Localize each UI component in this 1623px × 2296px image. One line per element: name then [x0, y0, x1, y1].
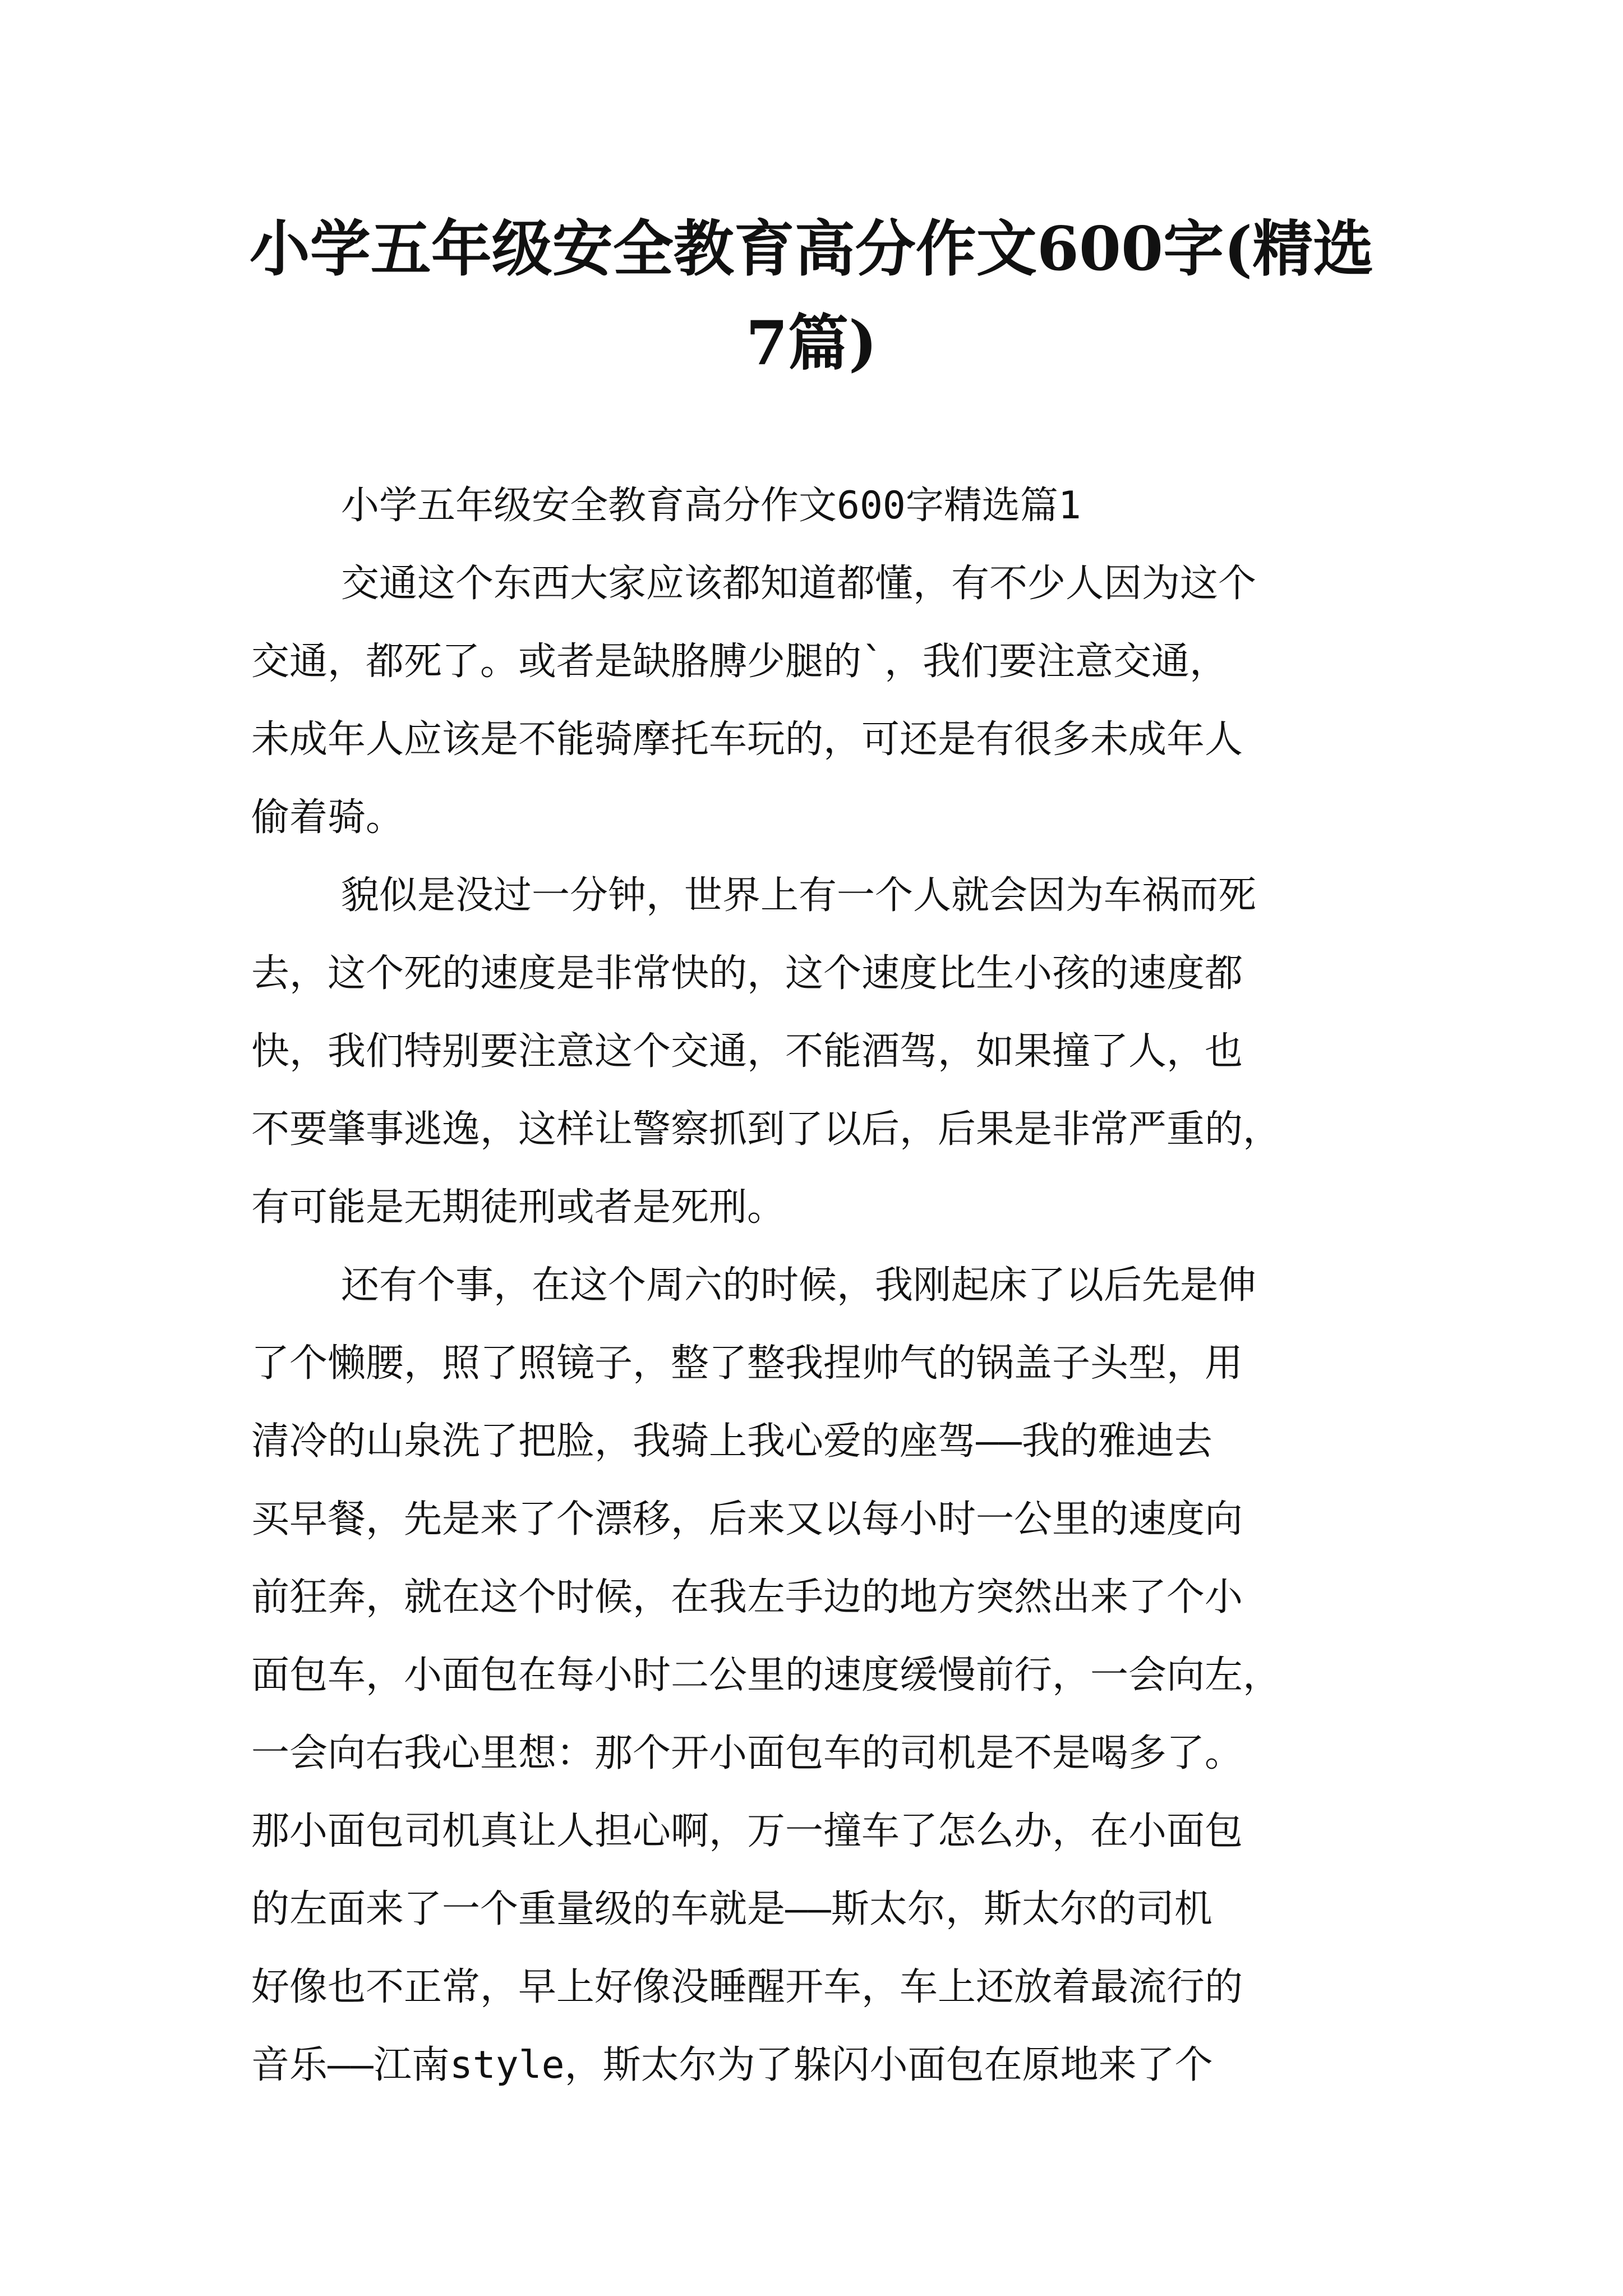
text-line: 了个懒腰，照了照镜子，整了整我捏帅气的锅盖子头型，用	[251, 1341, 1243, 1386]
document-body	[251, 467, 1435, 2104]
text-line: 一会向右我心里想：那个开小面包车的司机是不是喝多了。	[251, 1731, 1243, 1775]
text-line: 前狂奔，就在这个时候，在我左手边的地方突然出来了个小	[251, 1575, 1243, 1619]
text-line: 快，我们特别要注意这个交通，不能酒驾，如果撞了人，也	[251, 1029, 1243, 1074]
text-line: 清冷的山泉洗了把脸，我骑上我心爱的座驾——我的雅迪去	[251, 1419, 1212, 1464]
text-line: 去，这个死的速度是非常快的，这个速度比生小孩的速度都	[251, 951, 1243, 996]
text-line: 的左面来了一个重量级的车就是——斯太尔，斯太尔的司机	[251, 1887, 1212, 1931]
title-line-1: 小学五年级安全教育高分作文600字(精选	[249, 214, 1374, 284]
paragraph-2	[251, 857, 1435, 1246]
text-line: 好像也不正常，早上好像没睡醒开车，车上还放着最流行的	[251, 1965, 1243, 2009]
paragraph-1	[251, 545, 1435, 857]
text-line: 面包车，小面包在每小时二公里的速度缓慢前行，一会向左，	[251, 1653, 1281, 1697]
text-line: 那小面包司机真让人担心啊，万一撞车了怎么办，在小面包	[251, 1809, 1243, 1853]
text-line: 交通，都死了。或者是缺胳膊少腿的`，我们要注意交通，	[251, 639, 1228, 684]
text-line: 还有个事，在这个周六的时候，我刚起床了以后先是伸	[341, 1263, 1257, 1308]
text-line: 有可能是无期徒刑或者是死刑。	[251, 1185, 786, 1230]
text-line: 未成年人应该是不能骑摩托车玩的，可还是有很多未成年人	[251, 717, 1243, 762]
text-line: 交通这个东西大家应该都知道都懂，有不少人因为这个	[341, 562, 1257, 606]
document-title	[224, 202, 1399, 390]
paragraph-3	[251, 1246, 1435, 2104]
text-line: 不要肇事逃逸，这样让警察抓到了以后，后果是非常严重的，	[251, 1107, 1281, 1152]
text-line: 买早餐，先是来了个漂移，后来又以每小时一公里的速度向	[251, 1497, 1243, 1542]
text-line: 音乐——江南style，斯太尔为了躲闪小面包在原地来了个	[251, 2043, 1213, 2087]
title-line-2: 7篇)	[745, 308, 878, 379]
text-line: 偷着骑。	[251, 795, 404, 840]
section-heading: 小学五年级安全教育高分作文600字精选篇1	[341, 484, 1081, 528]
text-line: 貌似是没过一分钟，世界上有一个人就会因为车祸而死	[341, 873, 1257, 918]
